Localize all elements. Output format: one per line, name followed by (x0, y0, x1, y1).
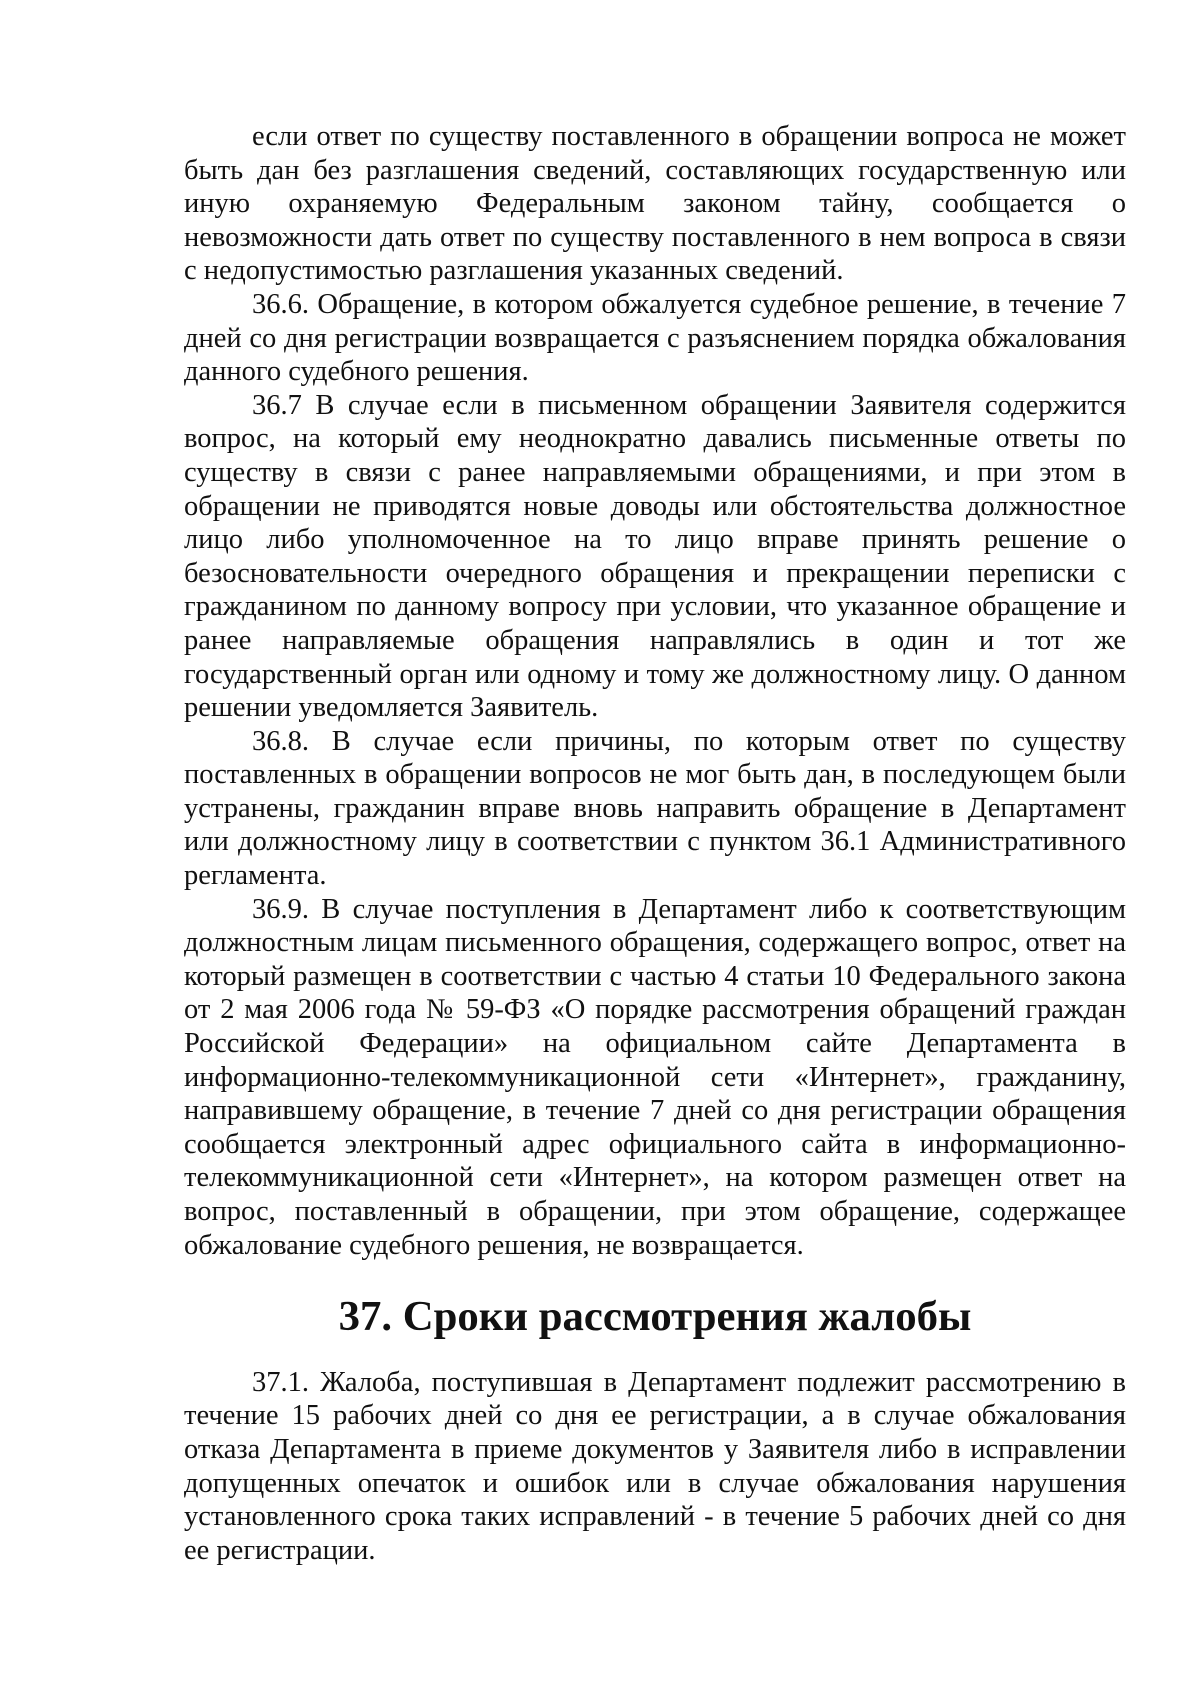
document-page (184, 120, 1126, 1567)
section-heading-37: 37. Сроки рассмотрения жалобы (338, 1293, 972, 1341)
paragraph-undisclosable-answer: если ответ по существу поставленного в обращении вопроса не может быть дан без разглашения сведений, составляющих государственную или иную охраняемую Федеральным законом тайну, сообщается о невозможности дать ответ по существу поставленного в нем вопроса в связи с недопустимостью разглашения указанных сведений. (184, 121, 1126, 287)
paragraph-36-8: 36.8. В случае если причины, по которым ответ по существу поставленных в обращении вопросов не мог быть дан, в последующем были устранены, гражданин вправе вновь направить обращение в Департамент или должностному лицу в соответствии с пунктом 36.1 Административного регламента. (184, 725, 1126, 892)
paragraph-37-1: 37.1. Жалоба, поступившая в Департамент подлежит рассмотрению в течение 15 рабочих дней со дня ее регистрации, а в случае обжалования отказа Департамента в приеме документов у Заявителя либо в исправлении допущенных опечаток и ошибок или в случае обжалования нарушения установленного срока таких исправлений - в течение 5 рабочих дней со дня ее регистрации. (184, 1366, 1126, 1566)
paragraph-36-9: 36.9. В случае поступления в Департамент либо к соответствующим должностным лицам письменного обращения, содержащего вопрос, ответ на который размещен в соответствии с частью 4 статьи 10 Федерального закона от 2 мая 2006 года № 59-ФЗ «О порядке рассмотрения обращений граждан Российской Федерации» на официальном сайте Департамента в информационно-телекоммуникационной сети «Интернет», гражданину, направившему обращение, в течение 7 дней со дня регистрации обращения сообщается электронный адрес официального сайта в информационно-телекоммуникационной сети «Интернет», на котором размещен ответ на вопрос, поставленный в обращении, при этом обращение, содержащее обжалование судебного решения, не возвращается. (184, 893, 1126, 1261)
paragraph-36-6: 36.6. Обращение, в котором обжалуется судебное решение, в течение 7 дней со дня регистрации возвращается с разъяснением порядка обжалования данного судебного решения. (184, 288, 1126, 388)
paragraph-36-7: 36.7 В случае если в письменном обращении Заявителя содержится вопрос, на который ему неоднократно давались письменные ответы по существу в связи с ранее направляемыми обращениями, и при этом в обращении не приводятся новые доводы или обстоятельства должностное лицо либо уполномоченное на то лицо вправе принять решение о безосновательности очередного обращения и прекращении переписки с гражданином по данному вопросу при условии, что указанное обращение и ранее направляемые обращения направлялись в один и тот же государственный орган или одному и тому же должностному лицу. О данном решении уведомляется Заявитель. (184, 389, 1126, 724)
